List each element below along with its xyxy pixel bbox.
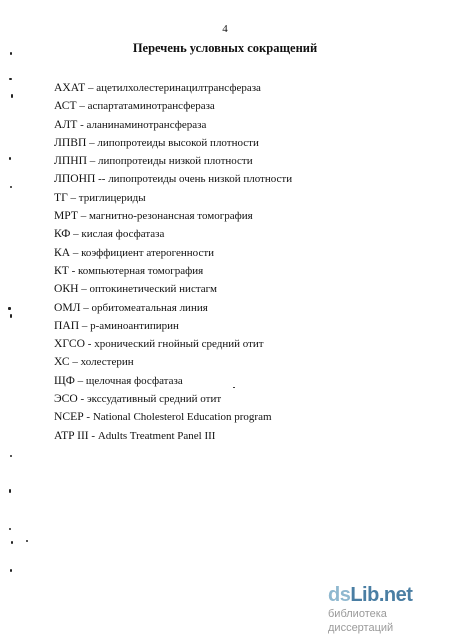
- abbreviation-meaning: экссудативный средний отит: [86, 393, 222, 406]
- abbreviation-item: [54, 97, 292, 115]
- abbreviation-term: ЛПОНП: [54, 172, 96, 186]
- abbreviation-meaning: ацетилхолестеринацилтрансфераза: [96, 82, 261, 94]
- scan-speck: [10, 186, 12, 188]
- scan-speck: [9, 489, 11, 493]
- abbreviation-term: ОМЛ: [54, 300, 81, 314]
- scan-speck: [11, 541, 13, 544]
- abbreviation-meaning: орбитомеатальная линия: [91, 301, 208, 314]
- abbreviation-term: ХС: [54, 355, 70, 369]
- scan-speck: [8, 307, 11, 310]
- scan-speck: [10, 455, 12, 457]
- abbreviation-meaning: аспартатаминотрансфераза: [87, 100, 215, 113]
- scan-speck: [10, 52, 12, 55]
- separator: –: [72, 356, 78, 369]
- separator: –: [70, 191, 77, 204]
- watermark-logo-part-a: ds: [328, 584, 351, 606]
- abbreviation-item: [54, 152, 292, 170]
- abbreviation-term: ЭСО: [54, 392, 78, 406]
- separator: –: [80, 210, 87, 223]
- abbreviation-item: [54, 408, 292, 426]
- abbreviation-term: МРТ: [54, 209, 78, 223]
- abbreviation-item: [54, 225, 292, 243]
- abbreviation-item: [54, 116, 292, 134]
- scan-speck: [9, 78, 12, 80]
- separator: --: [98, 173, 106, 186]
- abbreviation-item: [54, 280, 292, 298]
- abbreviation-term: КА: [54, 245, 71, 259]
- abbreviation-term: АХАТ: [54, 81, 86, 94]
- scan-speck: [9, 157, 11, 160]
- separator: -: [86, 411, 91, 424]
- scan-speck: [26, 540, 28, 542]
- abbreviation-meaning: аланинаминотрансфераза: [86, 118, 207, 131]
- abbreviation-meaning: National Cholesterol Education program: [92, 411, 272, 424]
- abbreviation-meaning: щелочная фосфатаза: [85, 374, 183, 387]
- separator: –: [83, 301, 89, 314]
- abbreviation-item: [54, 317, 292, 335]
- abbreviation-meaning: оптокинетический нистагм: [89, 283, 217, 296]
- abbreviation-item: [54, 189, 292, 207]
- abbreviation-term: ПАП: [54, 318, 80, 332]
- scan-speck: [233, 387, 235, 388]
- watermark-subtitle: библиотека диссертаций: [328, 608, 394, 634]
- abbreviation-item: [54, 353, 292, 371]
- abbreviation-meaning: кислая фосфатаза: [81, 228, 165, 241]
- scan-speck: [10, 569, 12, 572]
- separator: -: [91, 429, 96, 442]
- abbreviation-term: NCEP: [54, 410, 84, 424]
- separator: –: [72, 246, 79, 259]
- separator: –: [77, 374, 84, 387]
- scan-speck: [10, 314, 12, 318]
- abbreviation-term: ХГСО: [54, 337, 86, 351]
- separator: –: [73, 228, 79, 241]
- abbreviation-item: [54, 207, 292, 225]
- abbreviation-meaning: компьютерная томография: [78, 264, 204, 277]
- page-title: Перечень условных сокращений: [132, 41, 318, 55]
- abbreviation-meaning: липопротеиды очень низкой плотности: [108, 173, 293, 186]
- dslib-watermark: [328, 584, 440, 635]
- abbreviation-term: ТГ: [54, 190, 68, 204]
- abbreviation-item: [54, 335, 292, 353]
- abbreviation-term: ОКН: [54, 282, 79, 296]
- abbreviation-meaning: липопротеиды высокой плотности: [97, 136, 259, 149]
- scan-speck: [9, 528, 11, 530]
- abbreviation-term: КТ: [54, 263, 69, 277]
- separator: –: [87, 82, 94, 94]
- abbreviation-term: ЛПВП: [54, 135, 87, 149]
- abbreviation-meaning: магнитно-резонансная томография: [88, 210, 253, 223]
- abbreviation-item: [54, 244, 292, 262]
- abbreviation-item: [54, 390, 292, 408]
- separator: -: [80, 393, 85, 406]
- abbreviation-term: АСТ: [54, 99, 77, 113]
- separator: -: [80, 118, 84, 131]
- abbreviation-item: [54, 299, 292, 317]
- abbreviation-item: [54, 134, 292, 152]
- abbreviation-term: КФ: [54, 227, 71, 241]
- page-number: 4: [222, 23, 228, 35]
- abbreviation-meaning: липопротеиды низкой плотности: [97, 155, 253, 168]
- abbreviation-meaning: триглицериды: [78, 191, 146, 204]
- watermark-logo: [328, 584, 440, 606]
- watermark-logo-part-b: Lib.net: [350, 584, 413, 606]
- abbreviation-list: [54, 79, 292, 445]
- separator: –: [81, 283, 87, 296]
- abbreviation-term: ЛПНП: [54, 154, 87, 168]
- separator: –: [79, 100, 85, 113]
- abbreviation-meaning: Adults Treatment Panel III: [97, 429, 216, 442]
- abbreviation-term: ЩФ: [54, 373, 75, 387]
- separator: –: [89, 155, 96, 168]
- abbreviation-item: [54, 79, 292, 97]
- abbreviation-meaning: холестерин: [80, 356, 134, 369]
- abbreviation-meaning: коэффициент атерогенности: [81, 246, 215, 259]
- abbreviation-term: ATP III: [54, 428, 89, 442]
- abbreviation-meaning: хронический гнойный средний отит: [94, 338, 264, 351]
- separator: –: [89, 136, 95, 149]
- scan-speck: [11, 94, 13, 98]
- abbreviation-item: [54, 170, 292, 188]
- abbreviation-term: АЛТ: [54, 117, 78, 131]
- separator: -: [71, 264, 76, 277]
- separator: –: [81, 319, 88, 332]
- abbreviation-item: [54, 372, 292, 390]
- abbreviation-meaning: р-аминоантипирин: [90, 319, 179, 332]
- abbreviation-item: [54, 262, 292, 280]
- separator: -: [87, 338, 92, 351]
- abbreviation-item: [54, 427, 292, 445]
